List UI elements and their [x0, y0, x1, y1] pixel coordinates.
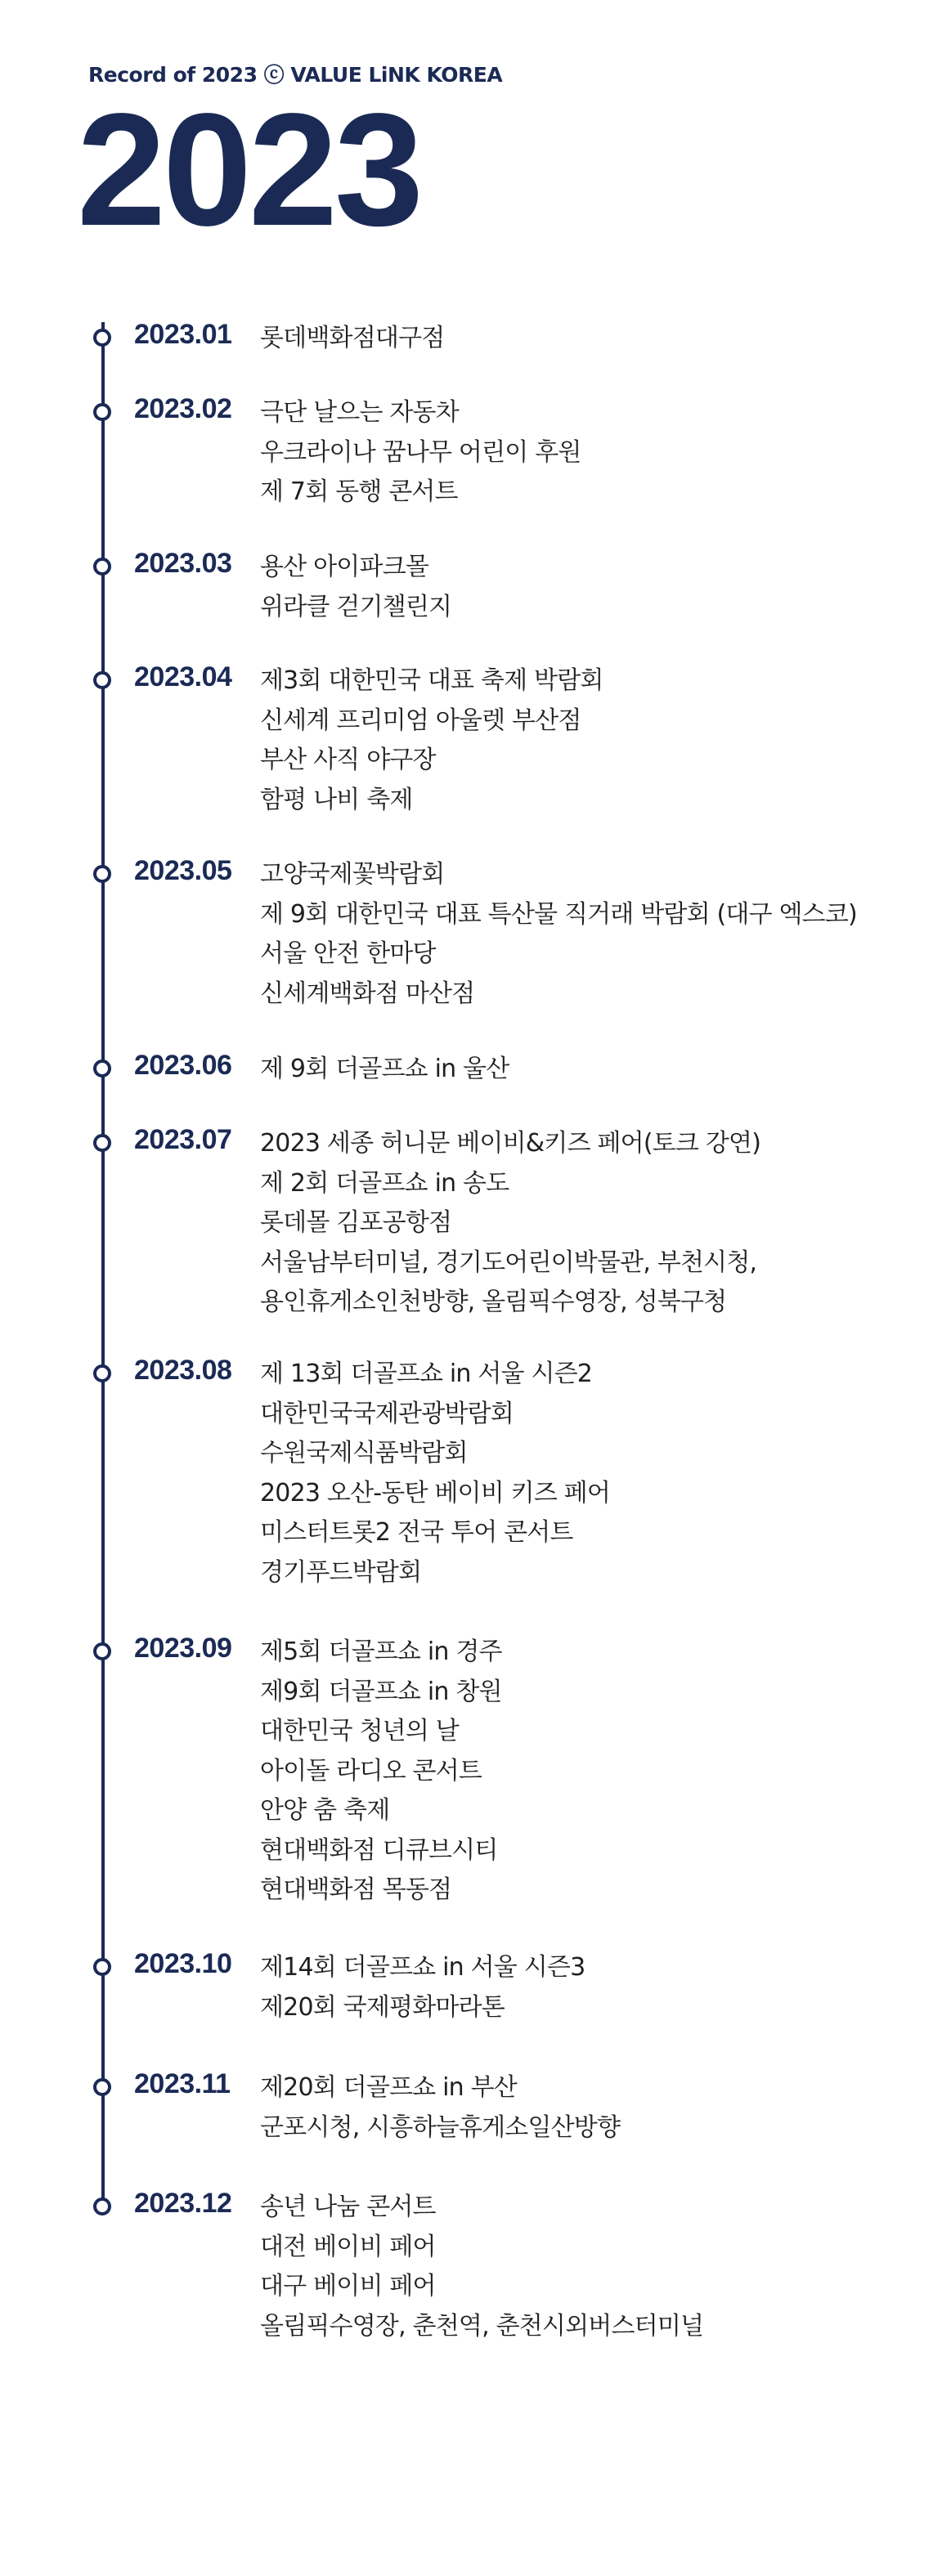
event-list	[260, 1633, 502, 1911]
timeline-dot	[93, 1060, 111, 1077]
event-item: 위라클 걷기챌린지	[260, 592, 452, 621]
event-list	[260, 548, 451, 627]
timeline-dot	[93, 865, 111, 883]
timeline-date: 2023.11	[134, 2068, 231, 2099]
timeline-date: 2023.05	[134, 855, 232, 886]
event-item: 경기푸드박람회	[260, 1557, 422, 1587]
event-item: 부산 사직 야구장	[260, 746, 436, 774]
event-list	[260, 855, 857, 1014]
timeline-dot	[93, 1134, 111, 1152]
event-list	[260, 319, 444, 359]
event-list	[260, 2188, 703, 2346]
event-list	[260, 1948, 585, 2027]
timeline-date: 2023.09	[134, 1633, 232, 1664]
event-item: 대구 베이비 페어	[260, 2272, 436, 2300]
event-item: 롯데백화점대구점	[260, 324, 445, 352]
event-item: 함평 나비 축제	[260, 785, 413, 814]
timeline-dot	[93, 558, 111, 576]
event-item: 신세계백화점 마산점	[260, 979, 475, 1008]
event-item: 서울남부터미널, 경기도어린이박물관, 부천시청,	[260, 1248, 757, 1277]
event-item: 제3회 대한민국 대표 축제 박람회	[260, 666, 603, 695]
event-item: 용산 아이파크몰	[260, 553, 428, 581]
event-item: 2023 세종 허니문 베이비&키즈 페어(토크 강연)	[260, 1129, 761, 1158]
timeline-dot	[93, 2078, 111, 2096]
timeline-rail	[101, 322, 105, 2202]
event-list	[260, 393, 581, 513]
event-item: 제 9회 대한민국 대표 특산물 직거래 박람회 (대구 엑스코)	[260, 899, 857, 929]
event-list	[260, 661, 603, 820]
event-list	[260, 1050, 509, 1090]
event-item: 제 13회 더골프쇼 in 서울 시즌2	[260, 1360, 593, 1388]
event-item: 대한민국국제관광박람회	[260, 1399, 514, 1428]
event-list	[260, 1124, 760, 1323]
timeline-date: 2023.12	[134, 2188, 232, 2219]
timeline-date: 2023.06	[134, 1050, 232, 1081]
event-item: 대한민국 청년의 날	[260, 1717, 459, 1745]
event-item: 안양 춤 축제	[260, 1796, 390, 1825]
event-item: 제14회 더골프쇼 in 서울 시즌3	[260, 1953, 585, 1982]
timeline-date: 2023.02	[134, 393, 232, 424]
event-list	[260, 1355, 610, 1593]
event-list	[260, 2068, 620, 2148]
event-item: 고양국제꽃박람회	[260, 860, 445, 889]
event-item: 우크라이나 꿈나무 어린이 후원	[260, 437, 581, 467]
event-item: 제5회 더골프쇼 in 경주	[260, 1637, 502, 1666]
event-item: 송년 나눔 콘서트	[260, 2193, 436, 2221]
event-item: 2023 오산-동탄 베이비 키즈 페어	[260, 1478, 611, 1508]
event-item: 현대백화점 목동점	[260, 1875, 452, 1904]
timeline-date: 2023.10	[134, 1948, 232, 1979]
timeline-date: 2023.07	[134, 1124, 232, 1155]
event-item: 아이돌 라디오 콘서트	[260, 1756, 482, 1785]
timeline-dot	[93, 1958, 111, 1976]
timeline-date: 2023.01	[134, 319, 232, 350]
timeline-dot	[93, 403, 111, 421]
event-item: 제 9회 더골프쇼 in 울산	[260, 1055, 509, 1083]
timeline-date: 2023.08	[134, 1355, 232, 1386]
timeline-dot	[93, 671, 111, 689]
timeline-date: 2023.03	[134, 548, 232, 579]
event-item: 수원국제식품박람회	[260, 1439, 468, 1467]
page-title-year: 2023	[77, 80, 421, 259]
timeline-dot	[93, 1642, 111, 1660]
timeline-dot	[93, 1364, 111, 1382]
event-item: 올림픽수영장, 춘천역, 춘천시외버스터미널	[260, 2311, 704, 2341]
timeline-dot	[93, 329, 111, 347]
event-item: 제20회 국제평화마라톤	[260, 1992, 505, 2022]
event-item: 미스터트롯2 전국 투어 콘서트	[260, 1518, 573, 1547]
event-item: 서울 안전 한마당	[260, 939, 436, 968]
event-item: 제20회 더골프쇼 in 부산	[260, 2073, 517, 2102]
timeline-date: 2023.04	[134, 661, 232, 692]
event-item: 롯데몰 김포공항점	[260, 1208, 452, 1237]
event-item: 신세계 프리미엄 아울렛 부산점	[260, 706, 581, 735]
event-item: 현대백화점 디큐브시티	[260, 1835, 498, 1865]
event-item: 군포시청, 시흥하늘휴게소일산방향	[260, 2112, 621, 2142]
event-item: 용인휴게소인천방향, 올림픽수영장, 성북구청	[260, 1288, 727, 1316]
timeline-dot	[93, 2197, 111, 2215]
event-item: 제9회 더골프쇼 in 창원	[260, 1677, 502, 1706]
event-item: 제 2회 더골프쇼 in 송도	[260, 1168, 509, 1198]
event-item: 대전 베이비 페어	[260, 2232, 436, 2261]
event-item: 극단 날으는 자동차	[260, 398, 459, 427]
record-caption: Record of 2023 ⓒ VALUE LiNK KOREA	[88, 63, 503, 87]
event-item: 제 7회 동행 콘서트	[260, 477, 458, 506]
